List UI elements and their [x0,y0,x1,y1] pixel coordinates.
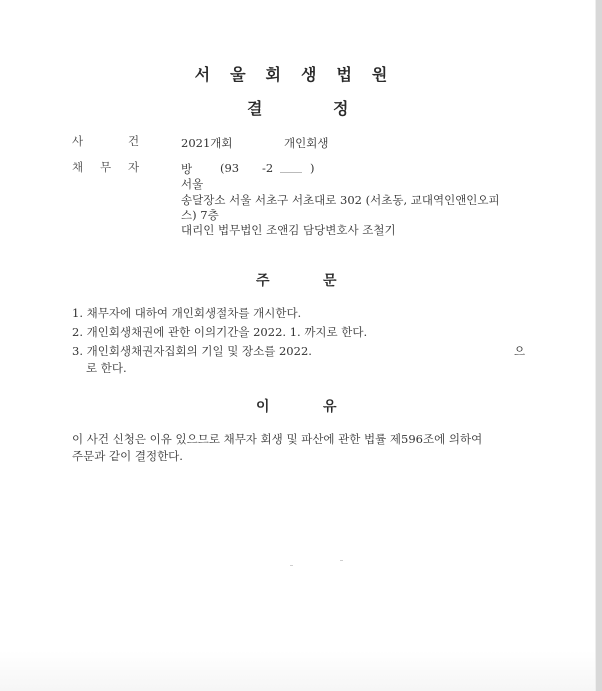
order-heading-char-1: 주 [256,273,270,289]
case-type: 개인회생 [284,136,329,150]
reason-line-2: 주문과 같이 결정한다. [72,449,183,463]
legal-representative: 대리인 법무법인 조앤김 담당변호사 조철기 [181,223,396,237]
scan-shadow [0,651,596,691]
debtor-address: 서울 [181,177,204,191]
redaction-underline [280,172,302,173]
reason-line-1: 이 사건 신청은 이유 있으므로 채무자 회생 및 파산에 관한 법률 제596조에 의하여 [72,432,483,446]
service-address-line-2: 스) 7층 [181,208,219,222]
order-heading-char-2: 문 [323,273,337,289]
order-item-2: 2. 개인회생채권에 관한 이의기간을 2022. 1. 까지로 한다. [72,325,368,339]
debtor-label-char-2: 무 [100,160,112,174]
case-label-char-2: 건 [128,134,140,148]
document-type-char-1: 결 [247,99,263,118]
debtor-name: 방 [181,162,193,176]
reason-heading-char-1: 이 [256,399,270,415]
scan-edge [596,0,602,691]
debtor-id-part-1: (93 [220,161,240,175]
service-address-line-1: 송달장소 서울 서초구 서초대로 302 (서초동, 교대역인앤인오피 [181,193,500,207]
court-name: 서울회생법원 [194,65,408,84]
case-label-char-1: 사 [72,134,84,148]
order-item-3: 3. 개인회생채권자집회의 기일 및 장소를 2022. [72,344,312,358]
reason-heading-char-2: 유 [323,399,337,415]
order-item-1: 1. 채무자에 대하여 개인회생절차를 개시한다. [72,306,302,320]
scan-speck [290,565,293,566]
debtor-label-char-3: 자 [128,160,140,174]
order-item-3-suffix: 으 [514,344,526,358]
debtor-id-close: ) [310,161,315,175]
order-item-3-continuation: 로 한다. [86,361,127,375]
document-type-char-2: 정 [333,99,349,118]
case-number: 2021개회 [181,136,233,150]
scan-speck [340,560,343,561]
debtor-id-part-2: -2 [262,161,274,175]
debtor-label-char-1: 채 [72,160,84,174]
